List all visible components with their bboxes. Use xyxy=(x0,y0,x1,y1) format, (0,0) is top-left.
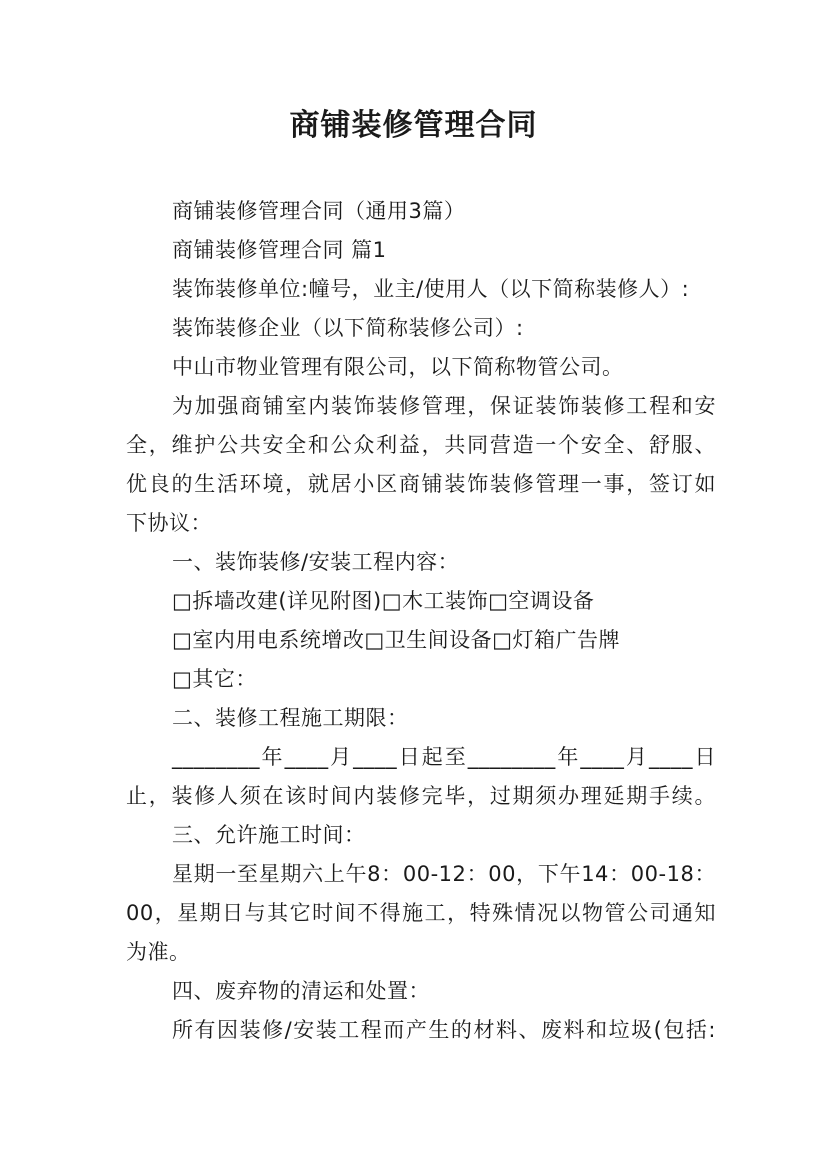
paragraph-line: 为加强商铺室内装饰装修管理，保证装饰装修工程和安 xyxy=(172,394,716,418)
paragraph-line: 下协议： xyxy=(126,511,212,535)
paragraph-line: 所有因装修/安装工程而产生的材料、废料和垃圾(包括: xyxy=(172,1018,716,1042)
paragraph-line: 星期一至星期六上午8：00-12：00，下午14：00-18： xyxy=(172,862,716,886)
subtitle-line: 商铺装修管理合同（通用3篇） xyxy=(172,199,466,223)
party-line-company: 装饰装修企业（以下简称装修公司）: xyxy=(172,316,524,340)
clause-heading-1: 一、装饰装修/安装工程内容： xyxy=(172,550,460,574)
clause-heading-3: 三、允许施工时间： xyxy=(172,823,366,847)
paragraph-line: 为准。 xyxy=(126,940,191,964)
section-heading: 商铺装修管理合同 篇1 xyxy=(172,238,387,262)
clause-heading-2: 二、装修工程施工期限： xyxy=(172,706,409,730)
date-fill-line: ________年____月____日起至________年____月____日 xyxy=(172,745,716,769)
party-line-owner: 装饰装修单位:幢号，业主/使用人（以下简称装修人）: xyxy=(172,277,690,301)
checkbox-options-line: □室内用电系统增改□卫生间设备□灯箱广告牌 xyxy=(172,628,621,652)
document-body xyxy=(126,192,716,1050)
paragraph-line: 00，星期日与其它时间不得施工，特殊情况以物管公司通知 xyxy=(126,901,716,925)
party-line-property: 中山市物业管理有限公司，以下简称物管公司。 xyxy=(172,355,624,379)
checkbox-options-line: □其它： xyxy=(172,667,257,691)
document-title: 商铺装修管理合同 xyxy=(289,108,538,143)
checkbox-options-line: □拆墙改建(详见附图)□木工装饰□空调设备 xyxy=(172,589,595,613)
paragraph-line: 优良的生活环境，就居小区商铺装饰装修管理一事，签订如 xyxy=(126,472,716,496)
paragraph-line: 全，维护公共安全和公众利益，共同营造一个安全、舒服、 xyxy=(126,433,716,457)
clause-heading-4: 四、废弃物的清运和处置： xyxy=(172,979,430,1003)
paragraph-line: 止，装修人须在该时间内装修完毕，过期须办理延期手续。 xyxy=(126,784,716,808)
